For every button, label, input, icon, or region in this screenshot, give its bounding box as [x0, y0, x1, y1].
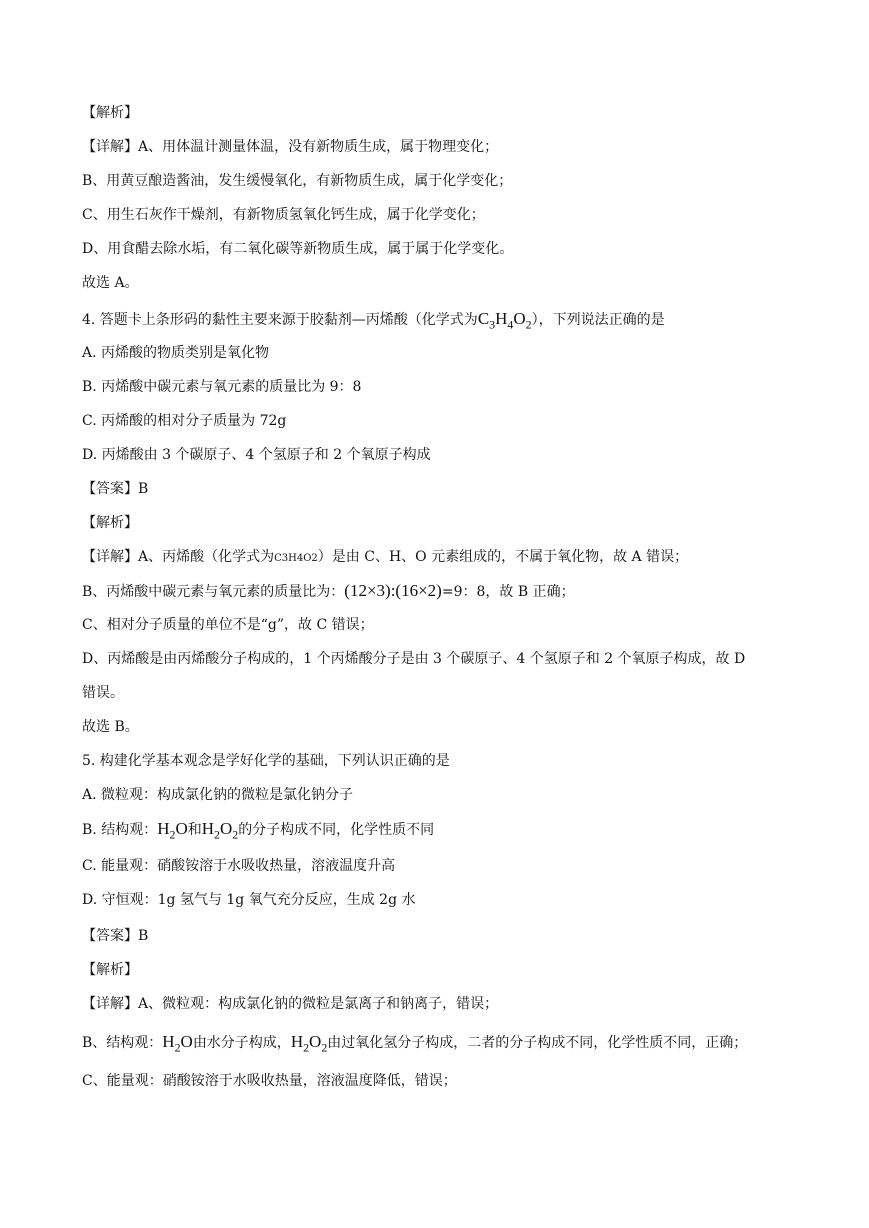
analysis-heading: 【解析】 [82, 105, 138, 121]
detail-line-b: B、用黄豆酿造酱油，发生缓慢氧化，有新物质生成，属于化学变化； [82, 173, 513, 189]
question-5-analysis-heading: 【解析】 [82, 962, 138, 978]
question-4-detail-a: 【详解】A、丙烯酸（化学式为C3H4O2）是由 C、H、O 元素组成的，不属于氧化物，故 A 错误； [82, 549, 689, 565]
question-4-detail-c: C、相对分子质量的单位不是“g”，故 C 错误； [82, 617, 374, 633]
mass-ratio-equation: (12×3):(16×2) [344, 581, 442, 600]
question-4-option-d: D. 丙烯酸由 3 个碳原子、4 个氢原子和 2 个氧原子构成 [82, 447, 431, 463]
question-4-detail-d-continued: 错误。 [82, 685, 124, 701]
formula-c3h4o2: $C_3H_4O_2$ [477, 309, 532, 332]
conclusion: 故选 A。 [82, 275, 139, 291]
question-5-option-c: C. 能量观：硝酸铵溶于水吸收热量，溶液温度升高 [82, 858, 396, 874]
question-5-detail-c: C、能量观：硝酸铵溶于水吸收热量，溶液温度降低，错误； [82, 1073, 457, 1089]
question-5-detail-a: 【详解】A、微粒观：构成氯化钠的微粒是氯离子和钠离子，错误； [82, 996, 499, 1012]
detail-line-a: 【详解】A、用体温计测量体温，没有新物质生成，属于物理变化； [82, 139, 499, 155]
question-5-option-b: B. 结构观：$H_2O$和$H_2O_2$的分子构成不同，化学性质不同 [82, 819, 435, 842]
formula-small: C3H4O2 [274, 553, 318, 564]
formula-h2o: $H_2O$ [157, 819, 188, 842]
detail-line-d: D、用食醋去除水垢，有二氧化碳等新物质生成，属于属于化学变化。 [82, 241, 514, 257]
question-4-stem: 4. 答题卡上条形码的黏性主要来源于胶黏剂—丙烯酸（化学式为$C_3H_4O_2$），下列说法正确的是 [82, 309, 665, 332]
formula-h2o: $H_2O$ [162, 1032, 193, 1055]
question-5-option-a: A. 微粒观：构成氯化钠的微粒是氯化钠分子 [82, 787, 354, 803]
question-5-option-d: D. 守恒观：1g 氢气与 1g 氧气充分反应，生成 2g 水 [82, 892, 416, 908]
question-5-detail-b: B、结构观：$H_2O$由水分子构成，$H_2O_2$由过氧化氢分子构成，二者的分子构成不同，化学性质不同，正确； [82, 1032, 748, 1055]
formula-h2o2: $H_2O_2$ [201, 819, 239, 842]
question-4-answer: 【答案】B [82, 481, 149, 497]
formula-h2o2: $H_2O_2$ [290, 1032, 328, 1055]
question-4-detail-b: B、丙烯酸中碳元素与氧元素的质量比为：(12×3):(16×2)=9：8，故 B 正确； [82, 581, 575, 600]
question-5-stem: 5. 构建化学基本观念是学好化学的基础，下列认识正确的是 [82, 753, 450, 769]
question-4-option-a: A. 丙烯酸的物质类别是氧化物 [82, 345, 270, 361]
question-5-answer: 【答案】B [82, 928, 149, 944]
question-4-analysis-heading: 【解析】 [82, 515, 138, 531]
question-4-option-c: C. 丙烯酸的相对分子质量为 72g [82, 413, 287, 429]
question-4-detail-d: D、丙烯酸是由丙烯酸分子构成的，1 个丙烯酸分子是由 3 个碳原子、4 个氢原子和 2 个氧原子构成，故 D [82, 651, 746, 667]
question-4-conclusion: 故选 B。 [82, 719, 139, 735]
detail-line-c: C、用生石灰作干燥剂，有新物质氢氧化钙生成，属于化学变化； [82, 207, 485, 223]
question-4-option-b: B. 丙烯酸中碳元素与氧元素的质量比为 9：8 [82, 379, 362, 395]
